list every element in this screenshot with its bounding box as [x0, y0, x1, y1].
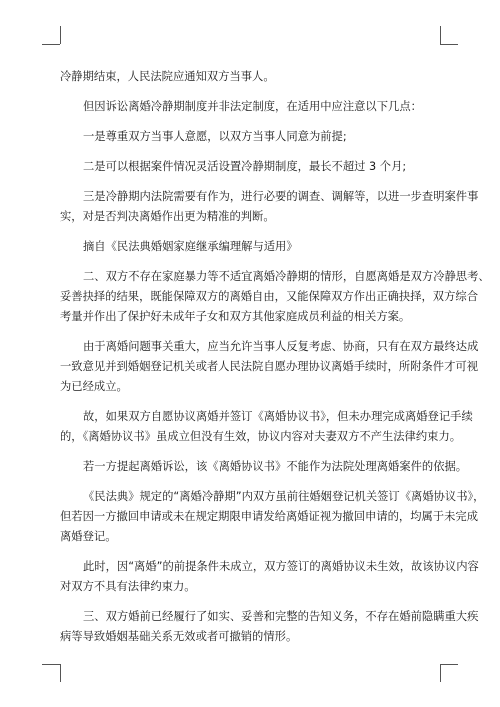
text-line: 《民法典》规定的“离婚冷静期”内双方虽前往婚姻登记机关签订《离婚协议书》， [83, 490, 485, 503]
text-line: 若一方提起离婚诉讼，该《离婚协议书》不能作为法院处理离婚案件的依据。 [83, 460, 468, 473]
text-line: 对双方不具有法律约束力。 [60, 580, 196, 593]
text-line: 妥善抉择的结果，既能保障双方的离婚自由，又能保障双方作出正确抉择，双方综合 [60, 290, 478, 303]
text-line: 实，对是否判决离婚作出更为精准的判断。 [60, 210, 275, 223]
text-line: 一致意见并到婚姻登记机关或者人民法院自愿办理协议离婚手续时，所附条件才可视 [60, 360, 478, 373]
text-line: 三是冷静期内法院需要有作为，进行必要的调查、调解等，以进一步查明案件事 [83, 190, 479, 203]
corner-mark-top-left-h [42, 44, 60, 45]
corner-mark-bottom-right-v [440, 664, 441, 682]
corner-mark-top-right-h [440, 44, 458, 45]
corner-mark-bottom-left-h [42, 664, 60, 665]
text-line: 但若因一方撤回申请或未在规定期限申请发给离婚证视为撤回申请的，均属于未完成 [60, 510, 478, 523]
text-line: 二、双方不存在家庭暴力等不适宜离婚冷静期的情形，自愿离婚是双方冷静思考、 [83, 270, 490, 283]
text-line: 三、双方婚前已经履行了如实、妥善和完整的告知义务，不存在婚前隐瞒重大疾 [83, 610, 479, 623]
text-line: 病等导致婚姻基础关系无效或者可撤销的情形。 [60, 630, 298, 643]
source-citation: 摘自《民法典婚姻家庭继承编理解与适用》 [83, 240, 298, 253]
text-line: 但因诉讼离婚冷静期制度并非法定制度，在适用中应注意以下几点： [83, 100, 422, 113]
text-line: 由于离婚问题事关重大，应当允许当事人反复考虑、协商，只有在双方最终达成 [83, 340, 479, 353]
corner-mark-bottom-right-h [440, 664, 458, 665]
text-line: 二是可以根据案件情况灵活设置冷静期制度，最长不超过 3 个月; [83, 160, 407, 173]
text-line: 冷静期结束，人民法院应通知双方当事人。 [60, 70, 275, 83]
text-line: 为已经成立。 [60, 380, 128, 393]
text-line: 故，如果双方自愿协议离婚并签订《离婚协议书》，但未办理完成离婚登记手续 [83, 410, 473, 423]
text-line: 的，《离婚协议书》虽成立但没有生效，协议内容对夫妻双方不产生法律约束力。 [60, 430, 462, 443]
text-line: 离婚登记。 [60, 530, 117, 543]
text-line: 考量并作出了保护好未成年子女和双方其他家庭成员利益的相关方案。 [60, 310, 411, 323]
corner-mark-bottom-left-v [60, 664, 61, 682]
corner-mark-top-right-v [440, 26, 441, 44]
text-line: 一是尊重双方当事人意愿，以双方当事人同意为前提; [83, 130, 347, 143]
corner-mark-top-left-v [60, 26, 61, 44]
text-line: 此时，因“离婚”的前提条件未成立，双方签订的离婚协议未生效，故该协议内容 [83, 560, 479, 573]
